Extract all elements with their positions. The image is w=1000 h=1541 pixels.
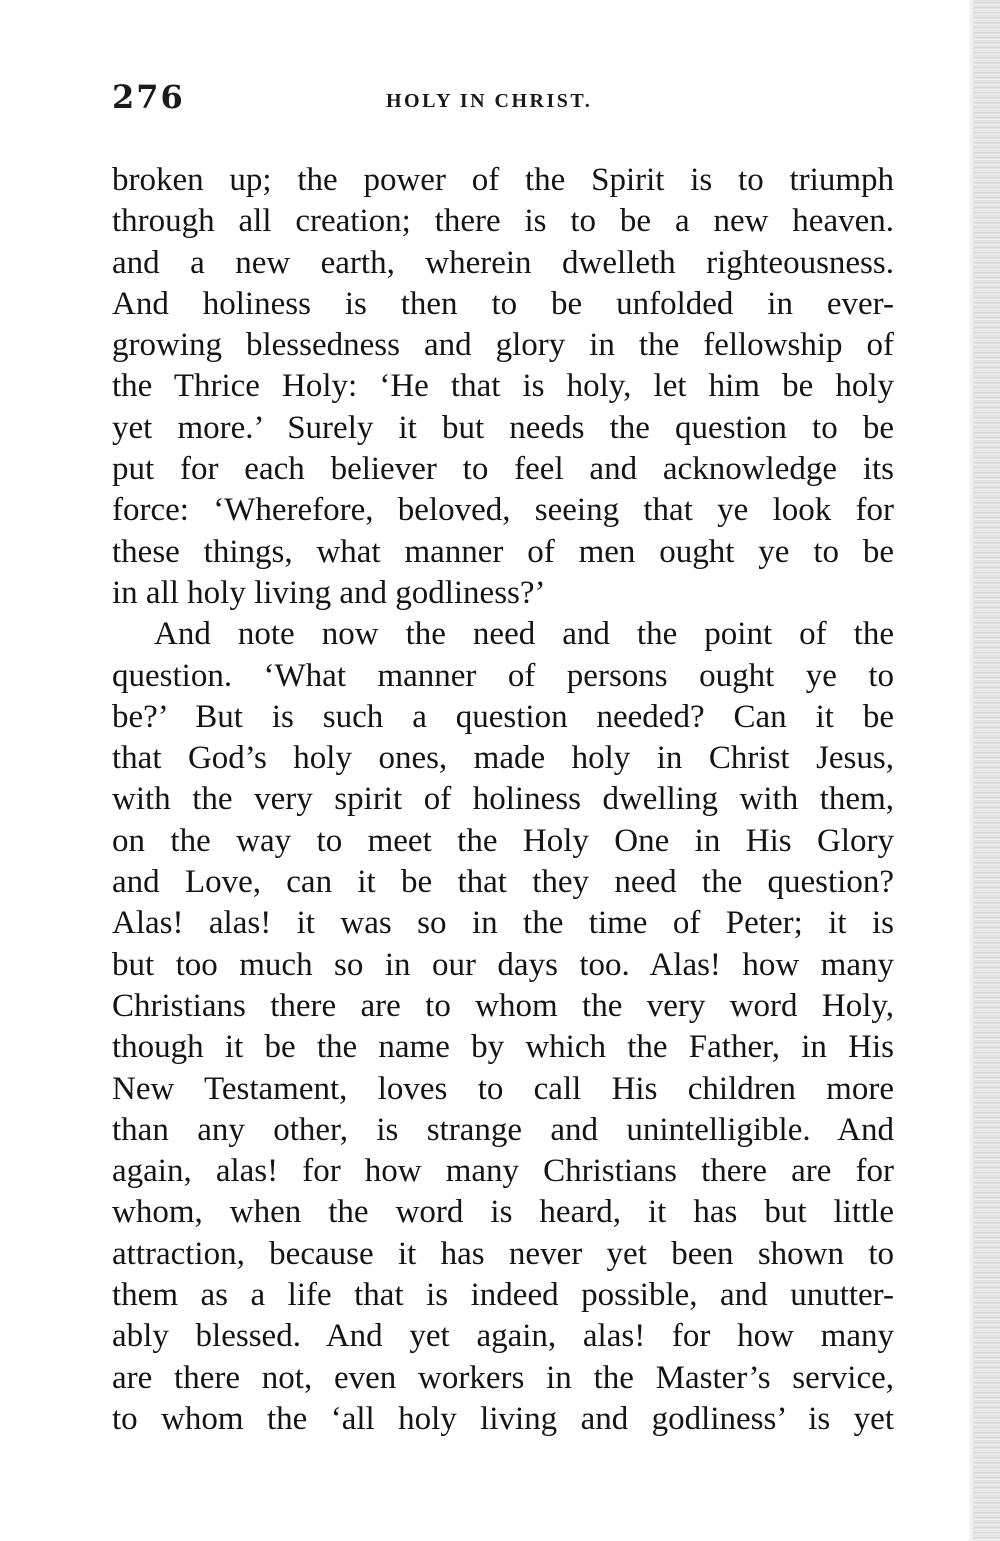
- text-line: the Thrice Holy: ‘He that is holy, let him be holy: [112, 368, 894, 405]
- text-line: New Testament, loves to call His children more: [112, 1070, 894, 1107]
- text-line: And note now the need and the point of the: [154, 616, 894, 653]
- text-line: through all creation; there is to be a new heaven.: [112, 203, 894, 240]
- text-line: question. ‘What manner of persons ought ye to: [112, 657, 894, 694]
- text-line: with the very spirit of holiness dwelling with them,: [112, 781, 894, 818]
- text-line: and a new earth, wherein dwelleth righteousness.: [112, 244, 894, 281]
- text-line: but too much so in our days too. Alas! how many: [112, 946, 894, 983]
- text-line: on the way to meet the Holy One in His Glory: [112, 822, 894, 859]
- page-edge-texture: [974, 0, 1000, 1541]
- text-line: be?’ But is such a question needed? Can it be: [112, 698, 894, 735]
- text-line: them as a life that is indeed possible, and unutter-: [112, 1277, 894, 1314]
- body-text: [112, 160, 894, 1440]
- running-title: HOLY IN CHRIST.: [386, 90, 593, 112]
- text-line: whom, when the word is heard, it has but little: [112, 1194, 894, 1231]
- page-number: 276: [112, 78, 185, 116]
- text-line: and Love, can it be that they need the question?: [112, 864, 894, 901]
- text-line: And holiness is then to be unfolded in ever-: [112, 285, 894, 322]
- text-line: than any other, is strange and unintelligible. And: [112, 1111, 894, 1148]
- text-line: Christians there are to whom the very word Holy,: [112, 987, 894, 1024]
- text-line: in all holy living and godliness?’: [112, 574, 546, 611]
- text-line: force: ‘Wherefore, beloved, seeing that ye look for: [112, 492, 894, 529]
- text-line: to whom the ‘all holy living and godliness’ is yet: [112, 1400, 894, 1437]
- text-line: ably blessed. And yet again, alas! for how many: [112, 1318, 894, 1355]
- text-line: are there not, even workers in the Master’s service,: [112, 1359, 894, 1396]
- text-line: put for each believer to feel and acknowledge its: [112, 451, 894, 488]
- text-line: yet more.’ Surely it but needs the question to be: [112, 409, 894, 446]
- text-line: these things, what manner of men ought ye to be: [112, 533, 894, 570]
- page-header: [112, 78, 892, 118]
- text-line: though it be the name by which the Father, in His: [112, 1029, 894, 1066]
- text-line: Alas! alas! it was so in the time of Peter; it is: [112, 905, 894, 942]
- text-line: attraction, because it has never yet been shown to: [112, 1235, 894, 1272]
- text-line: again, alas! for how many Christians there are for: [112, 1153, 894, 1190]
- text-line: broken up; the power of the Spirit is to triumph: [112, 162, 894, 198]
- text-line: that God’s holy ones, made holy in Christ Jesus,: [112, 740, 894, 777]
- text-line: growing blessedness and glory in the fellowship of: [112, 327, 894, 364]
